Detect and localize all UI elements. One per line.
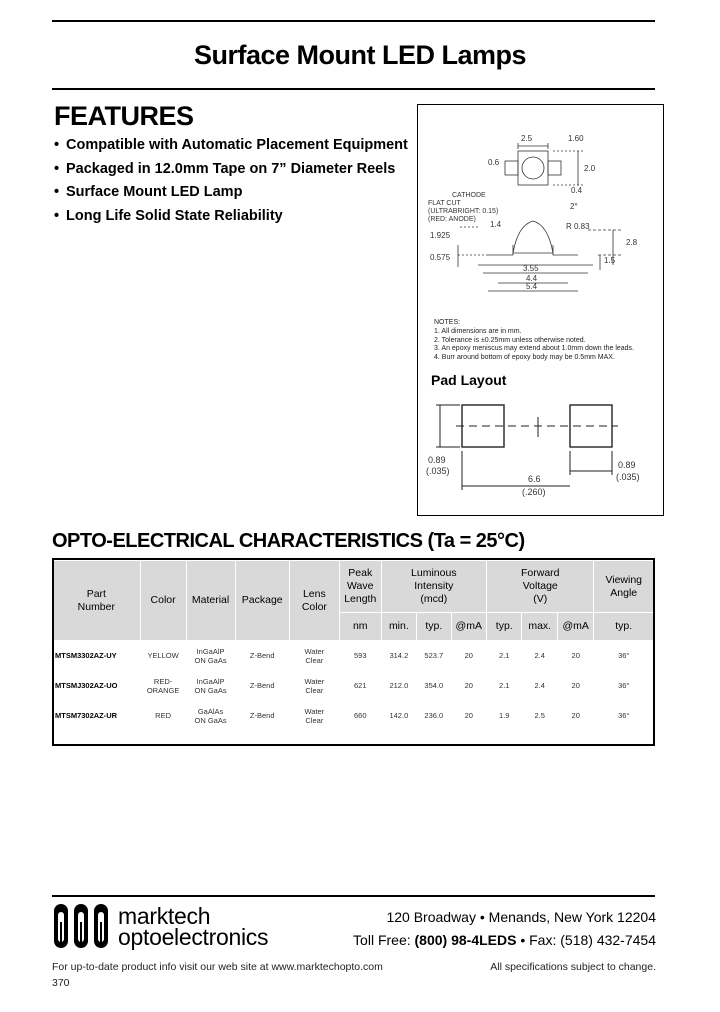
table-row	[53, 671, 654, 701]
cell-package: Z-Bend	[235, 671, 289, 701]
cell-vf-ma: 20	[557, 671, 594, 701]
cell-lum-typ: 354.0	[417, 671, 451, 701]
cell-color: YELLOW	[140, 641, 186, 671]
feature-text: Packaged in 12.0mm Tape on 7” Diameter Reels	[66, 160, 396, 177]
contact-line	[353, 932, 656, 948]
col-forward-voltage: Forward Voltage (V)	[487, 561, 594, 613]
callout-cut-2: (ULTRABRIGHT: 0.15)	[428, 208, 499, 215]
cell-lum-min: 212.0	[381, 671, 416, 701]
pad-pitch-mm: 6.6	[528, 474, 541, 484]
top-view-body	[518, 151, 548, 185]
table-bottom-border	[52, 744, 655, 746]
table-header-row	[53, 561, 654, 613]
opto-heading: OPTO-ELECTRICAL CHARACTERISTICS (Ta = 25°C)	[52, 530, 525, 552]
note-line: 2. Tolerance is ±0.25mm unless otherwise noted.	[434, 336, 586, 344]
sub-max: max.	[522, 613, 557, 641]
sub-typ: typ.	[417, 613, 451, 641]
cell-lum-typ: 523.7	[417, 641, 451, 671]
dim-2-0: 2.0	[584, 164, 596, 173]
dim-3-55: 3.55	[523, 264, 539, 273]
sub-typ: typ.	[594, 613, 654, 641]
pad-height-in: (.035)	[426, 466, 450, 476]
pad-layout-title: Pad Layout	[431, 372, 507, 388]
feature-text: Surface Mount LED Lamp	[66, 184, 243, 200]
cell-color: RED	[140, 701, 186, 731]
cell-lens: Water Clear	[289, 641, 339, 671]
dim-1-60: 1.60	[568, 134, 584, 143]
callout-cut-3: (RED: ANODE)	[428, 216, 476, 223]
note-line: 1. All dimensions are in mm.	[434, 327, 522, 335]
cell-lum-ma: 20	[451, 641, 487, 671]
pad-pitch-in: (.260)	[522, 487, 546, 497]
cell-peak: 660	[339, 701, 381, 731]
page-title: Surface Mount LED Lamps	[193, 40, 527, 70]
bullet: •	[54, 160, 60, 177]
dim-2-5: 2.5	[521, 134, 533, 143]
cell-part: MTSM7302AZ-UR	[53, 701, 141, 731]
top-lead-left	[505, 161, 518, 175]
table-left-border	[52, 558, 54, 746]
cell-vf-max: 2.4	[522, 671, 557, 701]
dim-0-575: 0.575	[430, 253, 451, 262]
cell-lum-ma: 20	[451, 671, 487, 701]
col-part-number: Part Number	[53, 561, 141, 641]
pad-height-mm: 0.89	[428, 455, 446, 465]
cell-vf-ma: 20	[557, 641, 594, 671]
feature-item	[54, 137, 408, 161]
dim-2deg: 2°	[570, 202, 578, 211]
note-line: 3. An epoxy meniscus may extend about 1.0mm down the leads.	[434, 345, 635, 353]
cell-vf-typ: 2.1	[487, 671, 522, 701]
sub-min: min.	[381, 613, 416, 641]
cell-vf-ma: 20	[557, 701, 594, 731]
col-lens-color: Lens Color	[289, 561, 339, 641]
pad-width-mm: 0.89	[618, 460, 636, 470]
notes-block	[434, 319, 659, 363]
cell-lum-ma: 20	[451, 701, 487, 731]
table-top-border	[52, 558, 655, 560]
cell-angle: 36°	[594, 671, 654, 701]
cell-part: MTSM3302AZ-UY	[53, 641, 141, 671]
col-color: Color	[140, 561, 186, 641]
bullet: •	[54, 137, 60, 153]
marktech-logo-icon	[52, 900, 114, 950]
cell-lum-min: 314.2	[381, 641, 416, 671]
fax-number: • Fax: (518) 432-7454	[516, 932, 656, 948]
dim-r-0-83: R 0.83	[566, 222, 590, 231]
feature-item	[54, 184, 408, 208]
sub-ma: @mA	[451, 613, 487, 641]
col-viewing-angle: Viewing Angle	[594, 561, 654, 613]
col-package: Package	[235, 561, 289, 641]
cell-angle: 36°	[594, 641, 654, 671]
feature-text: Long Life Solid State Reliability	[66, 207, 283, 224]
dim-0-4: 0.4	[571, 186, 583, 195]
address: 120 Broadway • Menands, New York 12204	[386, 909, 656, 925]
cell-vf-typ: 2.1	[487, 641, 522, 671]
side-view-dome	[513, 221, 553, 253]
cell-package: Z-Bend	[235, 701, 289, 731]
toll-free-number: (800) 98-4LEDS	[414, 932, 517, 948]
col-peak-wave: Peak Wave Length	[339, 561, 381, 613]
package-dimension-drawing	[418, 105, 663, 315]
features-heading: FEATURES	[54, 101, 194, 131]
toll-free-label: Toll Free:	[353, 932, 415, 948]
top-rule	[52, 20, 655, 22]
cell-color: RED- ORANGE	[140, 671, 186, 701]
cell-peak: 621	[339, 671, 381, 701]
feature-item	[54, 161, 408, 185]
cell-material: InGaAlP ON GaAs	[186, 641, 235, 671]
feature-text: Compatible with Automatic Placement Equipment	[66, 137, 408, 153]
title-rule	[52, 88, 655, 90]
diagram-box	[417, 104, 664, 516]
cell-material: InGaAlP ON GaAs	[186, 671, 235, 701]
table-right-border	[653, 558, 655, 746]
cell-vf-max: 2.5	[522, 701, 557, 731]
pad-layout-drawing	[418, 395, 663, 515]
sub-nm: nm	[339, 613, 381, 641]
footer-rule	[52, 895, 655, 897]
dim-2-8: 2.8	[626, 238, 638, 247]
bullet: •	[54, 184, 60, 200]
cell-vf-typ: 1.9	[487, 701, 522, 731]
pad-width-in: (.035)	[616, 472, 640, 482]
dim-4-4: 4.4	[526, 274, 538, 283]
dim-1-4: 1.4	[490, 220, 502, 229]
cell-material: GaAlAs ON GaAs	[186, 701, 235, 731]
dim-0-6: 0.6	[488, 158, 500, 167]
table-row	[53, 641, 654, 671]
cell-package: Z-Bend	[235, 641, 289, 671]
cell-lum-typ: 236.0	[417, 701, 451, 731]
top-view-lens	[522, 157, 544, 179]
cell-lens: Water Clear	[289, 671, 339, 701]
cell-lum-min: 142.0	[381, 701, 416, 731]
cell-vf-max: 2.4	[522, 641, 557, 671]
cell-part: MTSMJ302AZ-UO	[53, 671, 141, 701]
col-luminous-intensity: Luminous Intensity (mcd)	[381, 561, 486, 613]
brand-name	[118, 903, 269, 950]
callout-cathode: CATHODE	[452, 192, 486, 199]
opto-table	[52, 560, 654, 731]
sub-typ: typ.	[487, 613, 522, 641]
callout-cut-1: FLAT CUT	[428, 200, 461, 207]
bullet: •	[54, 207, 60, 224]
dim-1-925: 1.925	[430, 231, 451, 240]
dim-5-4: 5.4	[526, 282, 538, 291]
cell-peak: 593	[339, 641, 381, 671]
features-list	[54, 137, 408, 231]
notes-heading: NOTES:	[434, 319, 461, 326]
top-lead-right	[548, 161, 561, 175]
website-note: For up-to-date product info visit our web site at www.marktechopto.com	[52, 961, 383, 973]
spec-note: All specifications subject to change.	[490, 961, 656, 973]
page-number: 370	[52, 977, 70, 989]
sub-ma: @mA	[557, 613, 594, 641]
brand-line-1: marktech	[118, 903, 211, 929]
brand-line-2: optoelectronics	[118, 924, 269, 950]
dim-1-5: 1.5	[604, 256, 616, 265]
feature-item	[54, 208, 408, 232]
cell-angle: 36°	[594, 701, 654, 731]
col-material: Material	[186, 561, 235, 641]
note-line: 4. Burr around bottom of epoxy body may be 0.5mm MAX.	[434, 354, 615, 362]
cell-lens: Water Clear	[289, 701, 339, 731]
table-row	[53, 701, 654, 731]
